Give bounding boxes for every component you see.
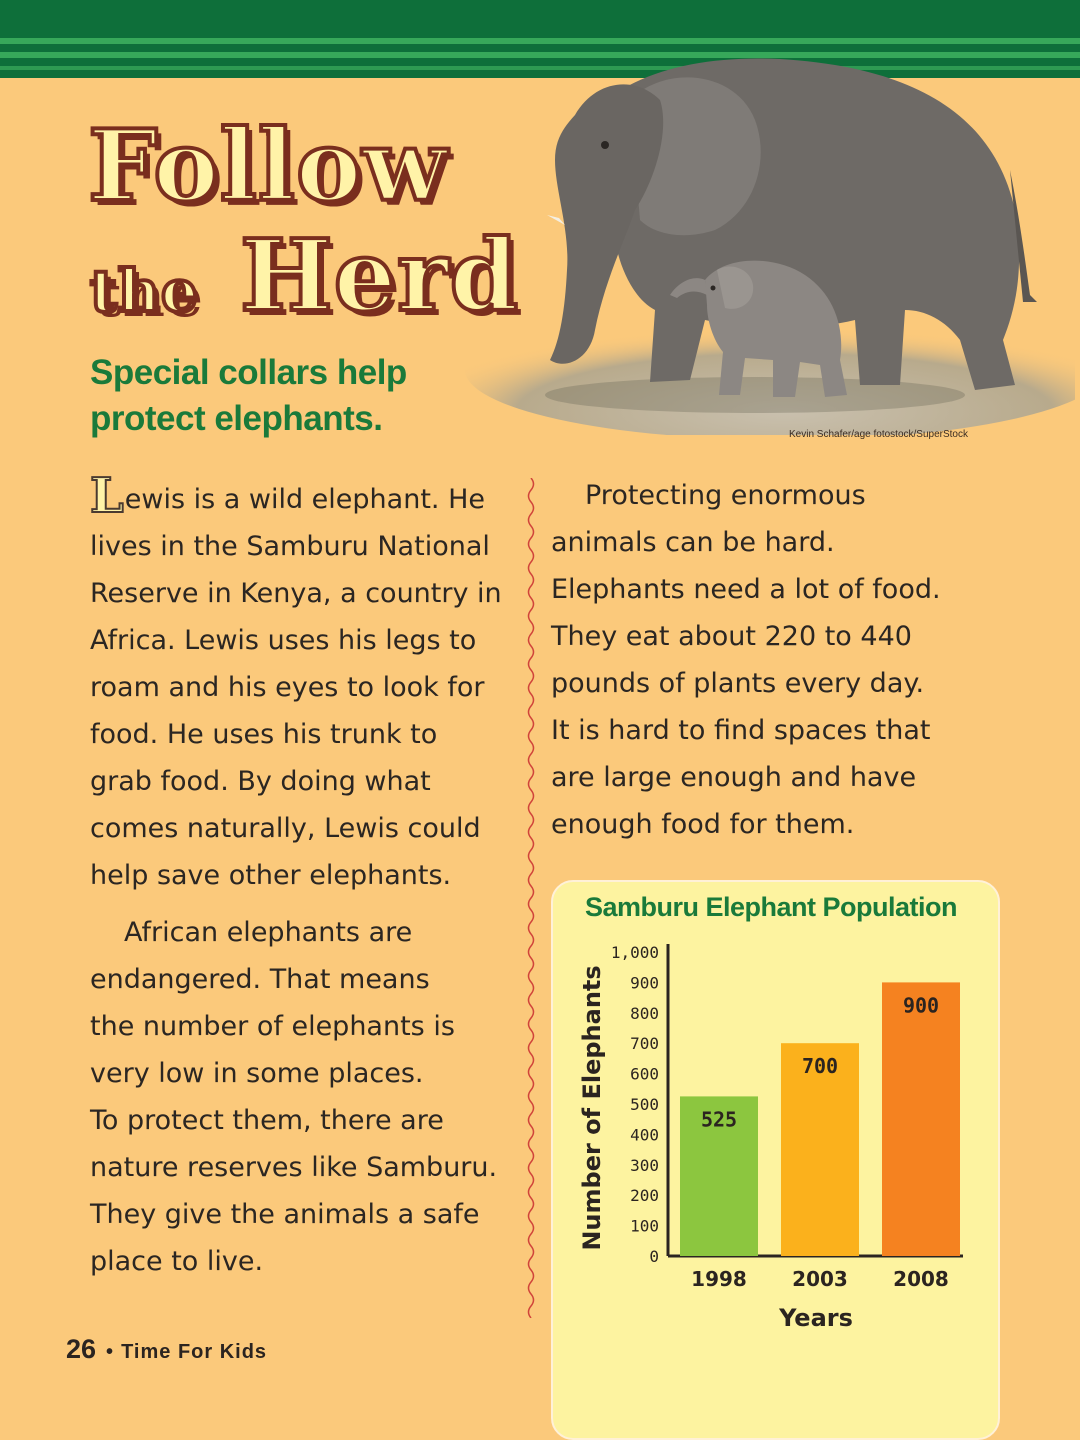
article-column-left xyxy=(90,468,502,899)
paragraph-line: lives in the Samburu National xyxy=(90,531,490,562)
bar-chart xyxy=(551,930,1000,1350)
chart-title: Samburu Elephant Population xyxy=(585,892,958,922)
x-axis-title: Years xyxy=(779,1304,853,1332)
bar-value-label: 900 xyxy=(902,993,940,1018)
paragraph-line: They eat about 220 to 440 xyxy=(551,621,912,652)
bullet-separator: • xyxy=(106,1341,114,1363)
paragraph-line: place to live. xyxy=(90,1246,264,1277)
paragraph-line: enough food for them. xyxy=(551,809,855,840)
paragraph-line: food. He uses his trunk to xyxy=(90,719,438,750)
paragraph-line: the number of elephants is xyxy=(90,1011,455,1042)
paragraph-line: African elephants are xyxy=(124,917,413,948)
y-tick-label: 600 xyxy=(630,1064,659,1084)
paragraph-line: help save other elephants. xyxy=(90,860,452,891)
paragraph-line: It is hard to find spaces that xyxy=(551,715,931,746)
magazine-name: Time For Kids xyxy=(121,1341,268,1363)
article-column-right xyxy=(551,472,941,848)
elephant-photo xyxy=(455,40,1075,435)
paragraph-line: comes naturally, Lewis could xyxy=(90,813,481,844)
photo-credit: Kevin Schafer/age fotostock/SuperStock xyxy=(789,429,968,440)
drop-cap: L xyxy=(90,468,124,524)
article-column-left-paragraph-2 xyxy=(90,909,497,1285)
paragraph-line: pounds of plants every day. xyxy=(551,668,925,699)
paragraph-line: Reserve in Kenya, a country in xyxy=(90,578,502,609)
y-tick-label: 200 xyxy=(630,1186,659,1206)
x-tick-label: 2003 xyxy=(792,1267,848,1291)
y-tick-label: 500 xyxy=(630,1095,659,1114)
paragraph-line: very low in some places. xyxy=(90,1058,424,1089)
y-tick-label: 400 xyxy=(630,1125,659,1145)
y-tick-label: 1,000 xyxy=(610,943,659,962)
bar-value-label: 525 xyxy=(700,1107,738,1132)
subtitle-line: protect elephants. xyxy=(90,399,383,438)
page-number: 26 xyxy=(66,1334,97,1364)
paragraph-line: are large enough and have xyxy=(551,762,917,793)
y-tick-label: 0 xyxy=(649,1247,659,1266)
page-footer xyxy=(66,1334,267,1365)
title-the: the xyxy=(90,257,199,325)
y-tick-label: 900 xyxy=(630,973,659,993)
paragraph-line: grab food. By doing what xyxy=(90,766,431,797)
y-tick-label: 100 xyxy=(630,1216,659,1236)
bar xyxy=(882,982,960,1256)
paragraph-text: ewis is a wild elephant. He xyxy=(124,484,485,515)
title-herd: Herd xyxy=(240,219,520,334)
paragraph-line: nature reserves like Samburu. xyxy=(90,1152,498,1183)
title-follow: Follow xyxy=(88,109,448,224)
paragraph-line: To protect them, there are xyxy=(90,1105,444,1136)
paragraph-line: endangered. That means xyxy=(90,964,430,995)
y-tick-label: 700 xyxy=(630,1034,659,1054)
y-axis-title: Number of Elephants xyxy=(578,965,606,1251)
x-tick-label: 2008 xyxy=(893,1267,949,1291)
subtitle xyxy=(90,350,450,442)
paragraph-line: They give the animals a safe xyxy=(90,1199,480,1230)
y-tick-label: 800 xyxy=(630,1003,659,1023)
column-divider xyxy=(524,478,538,1318)
paragraph-line: roam and his eyes to look for xyxy=(90,672,485,703)
paragraph-line: animals can be hard. xyxy=(551,527,835,558)
paragraph-line: Protecting enormous xyxy=(585,480,866,511)
paragraph-line: Elephants need a lot of food. xyxy=(551,574,941,605)
y-tick-label: 300 xyxy=(630,1155,659,1175)
paragraph-line: Africa. Lewis uses his legs to xyxy=(90,625,477,656)
x-tick-label: 1998 xyxy=(691,1267,747,1291)
bar-value-label: 700 xyxy=(801,1054,839,1079)
subtitle-line: Special collars help xyxy=(90,353,407,392)
paragraph-line xyxy=(90,468,502,524)
